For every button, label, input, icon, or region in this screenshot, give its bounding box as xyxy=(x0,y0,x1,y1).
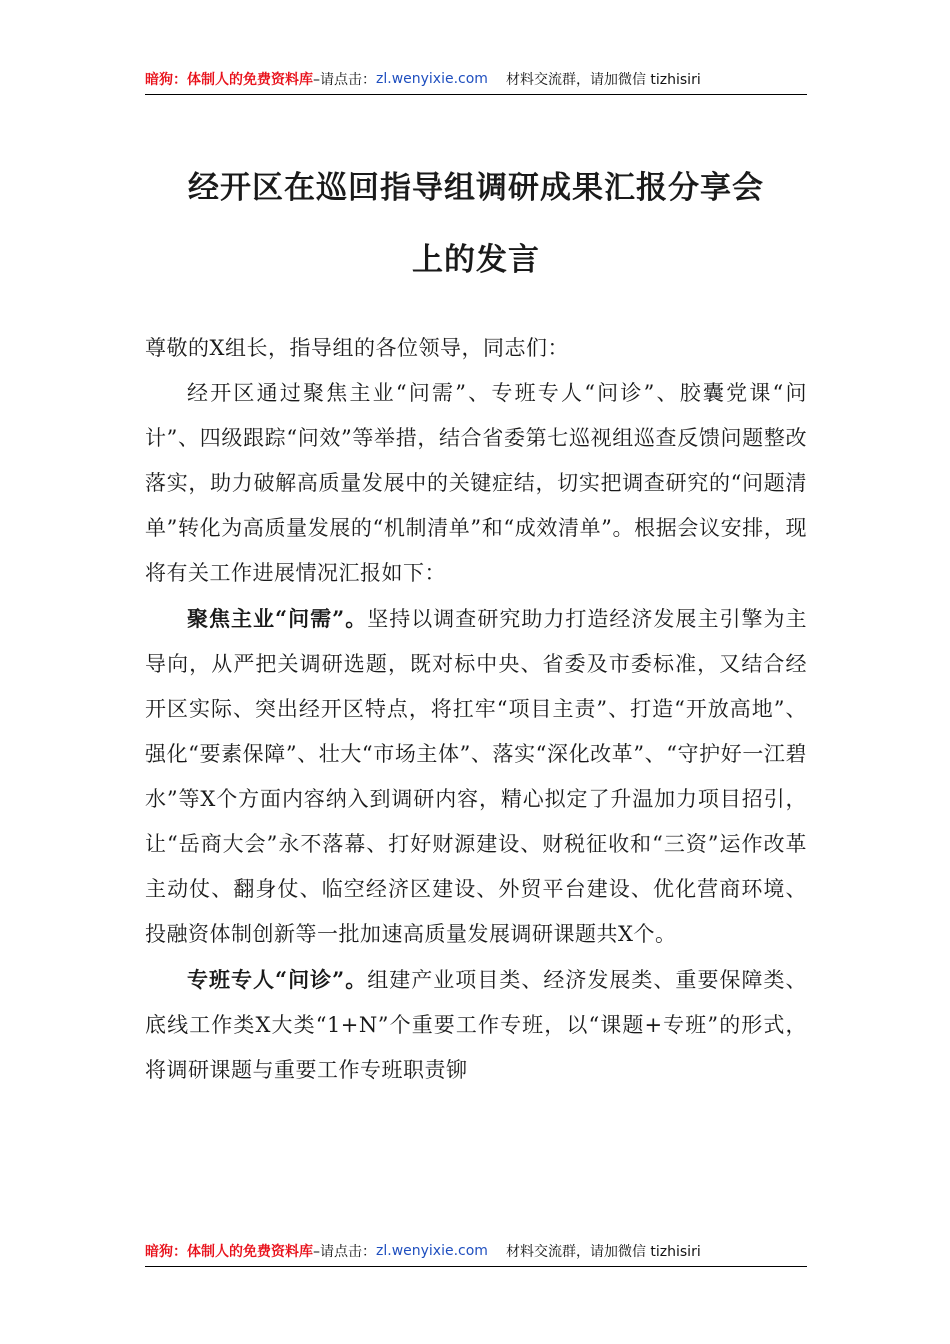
banner-url-link[interactable]: zl.wenyixie.com xyxy=(376,1243,488,1259)
paragraph-text: 坚持以调查研究助力打造经济发展主引擎为主导向，从严把关调研选题，既对标中央、省委及市委标准，又结合经开区实际、突出经开区特点，将扛牢“项目主责”、打造“开放高地”、强化“要素保障”、壮大“市场主体”、落实“深化改革”、“守护好一江碧水”等X个方面内容纳入到调研内容，精心拟定了升温加力项目招引，让“岳商大会”永不落幕、打好财源建设、财税征收和“三资”运作改革主动仗、翻身仗、临空经济区建设、外贸平台建设、优化营商环境、投融资体制创新等一批加速高质量发展调研课题共X个。 xyxy=(145,607,807,946)
banner-click-hint: –请点击： xyxy=(313,72,376,88)
paragraph-intro: 经开区通过聚焦主业“问需”、专班专人“问诊”、胶囊党课“问计”、四级跟踪“问效”等举措，结合省委第七巡视组巡查反馈问题整改落实，助力破解高质量发展中的关键症结，切实把调查研究的“问题清单”转化为高质量发展的“机制清单”和“成效清单”。根据会议安排，现将有关工作进展情况汇报如下： xyxy=(145,381,807,585)
footer-banner xyxy=(145,1236,807,1267)
document-title xyxy=(145,152,807,296)
banner-wechat-note: 材料交流群，请加微信 tizhisiri xyxy=(505,72,701,88)
paragraph-heading: 聚焦主业“问需”。 xyxy=(187,606,368,631)
banner-url-link[interactable]: zl.wenyixie.com xyxy=(376,71,488,87)
salutation: 尊敬的X组长，指导组的各位领导，同志们： xyxy=(145,336,569,360)
paragraph-text: 组建产业项目类、经济发展类、重要保障类、底线工作类X大类“1+N”个重要工作专班，以“课题+专班”的形式，将调研课题与重要工作专班职责铆 xyxy=(145,968,807,1082)
paragraph-heading: 专班专人“问诊”。 xyxy=(187,967,368,992)
paragraph-focus-needs xyxy=(145,596,807,957)
document-body xyxy=(145,326,807,1093)
title-line-1: 经开区在巡回指导组调研成果汇报分享会 xyxy=(188,170,764,206)
banner-click-hint: –请点击： xyxy=(313,1244,376,1260)
paragraph-special-team xyxy=(145,957,807,1093)
banner-site-name: 暗狗：体制人的免费资料库 xyxy=(145,1244,313,1260)
banner-wechat-note: 材料交流群，请加微信 tizhisiri xyxy=(505,1244,701,1260)
header-banner xyxy=(145,64,807,95)
banner-site-name: 暗狗：体制人的免费资料库 xyxy=(145,72,313,88)
title-line-2: 上的发言 xyxy=(412,242,540,278)
